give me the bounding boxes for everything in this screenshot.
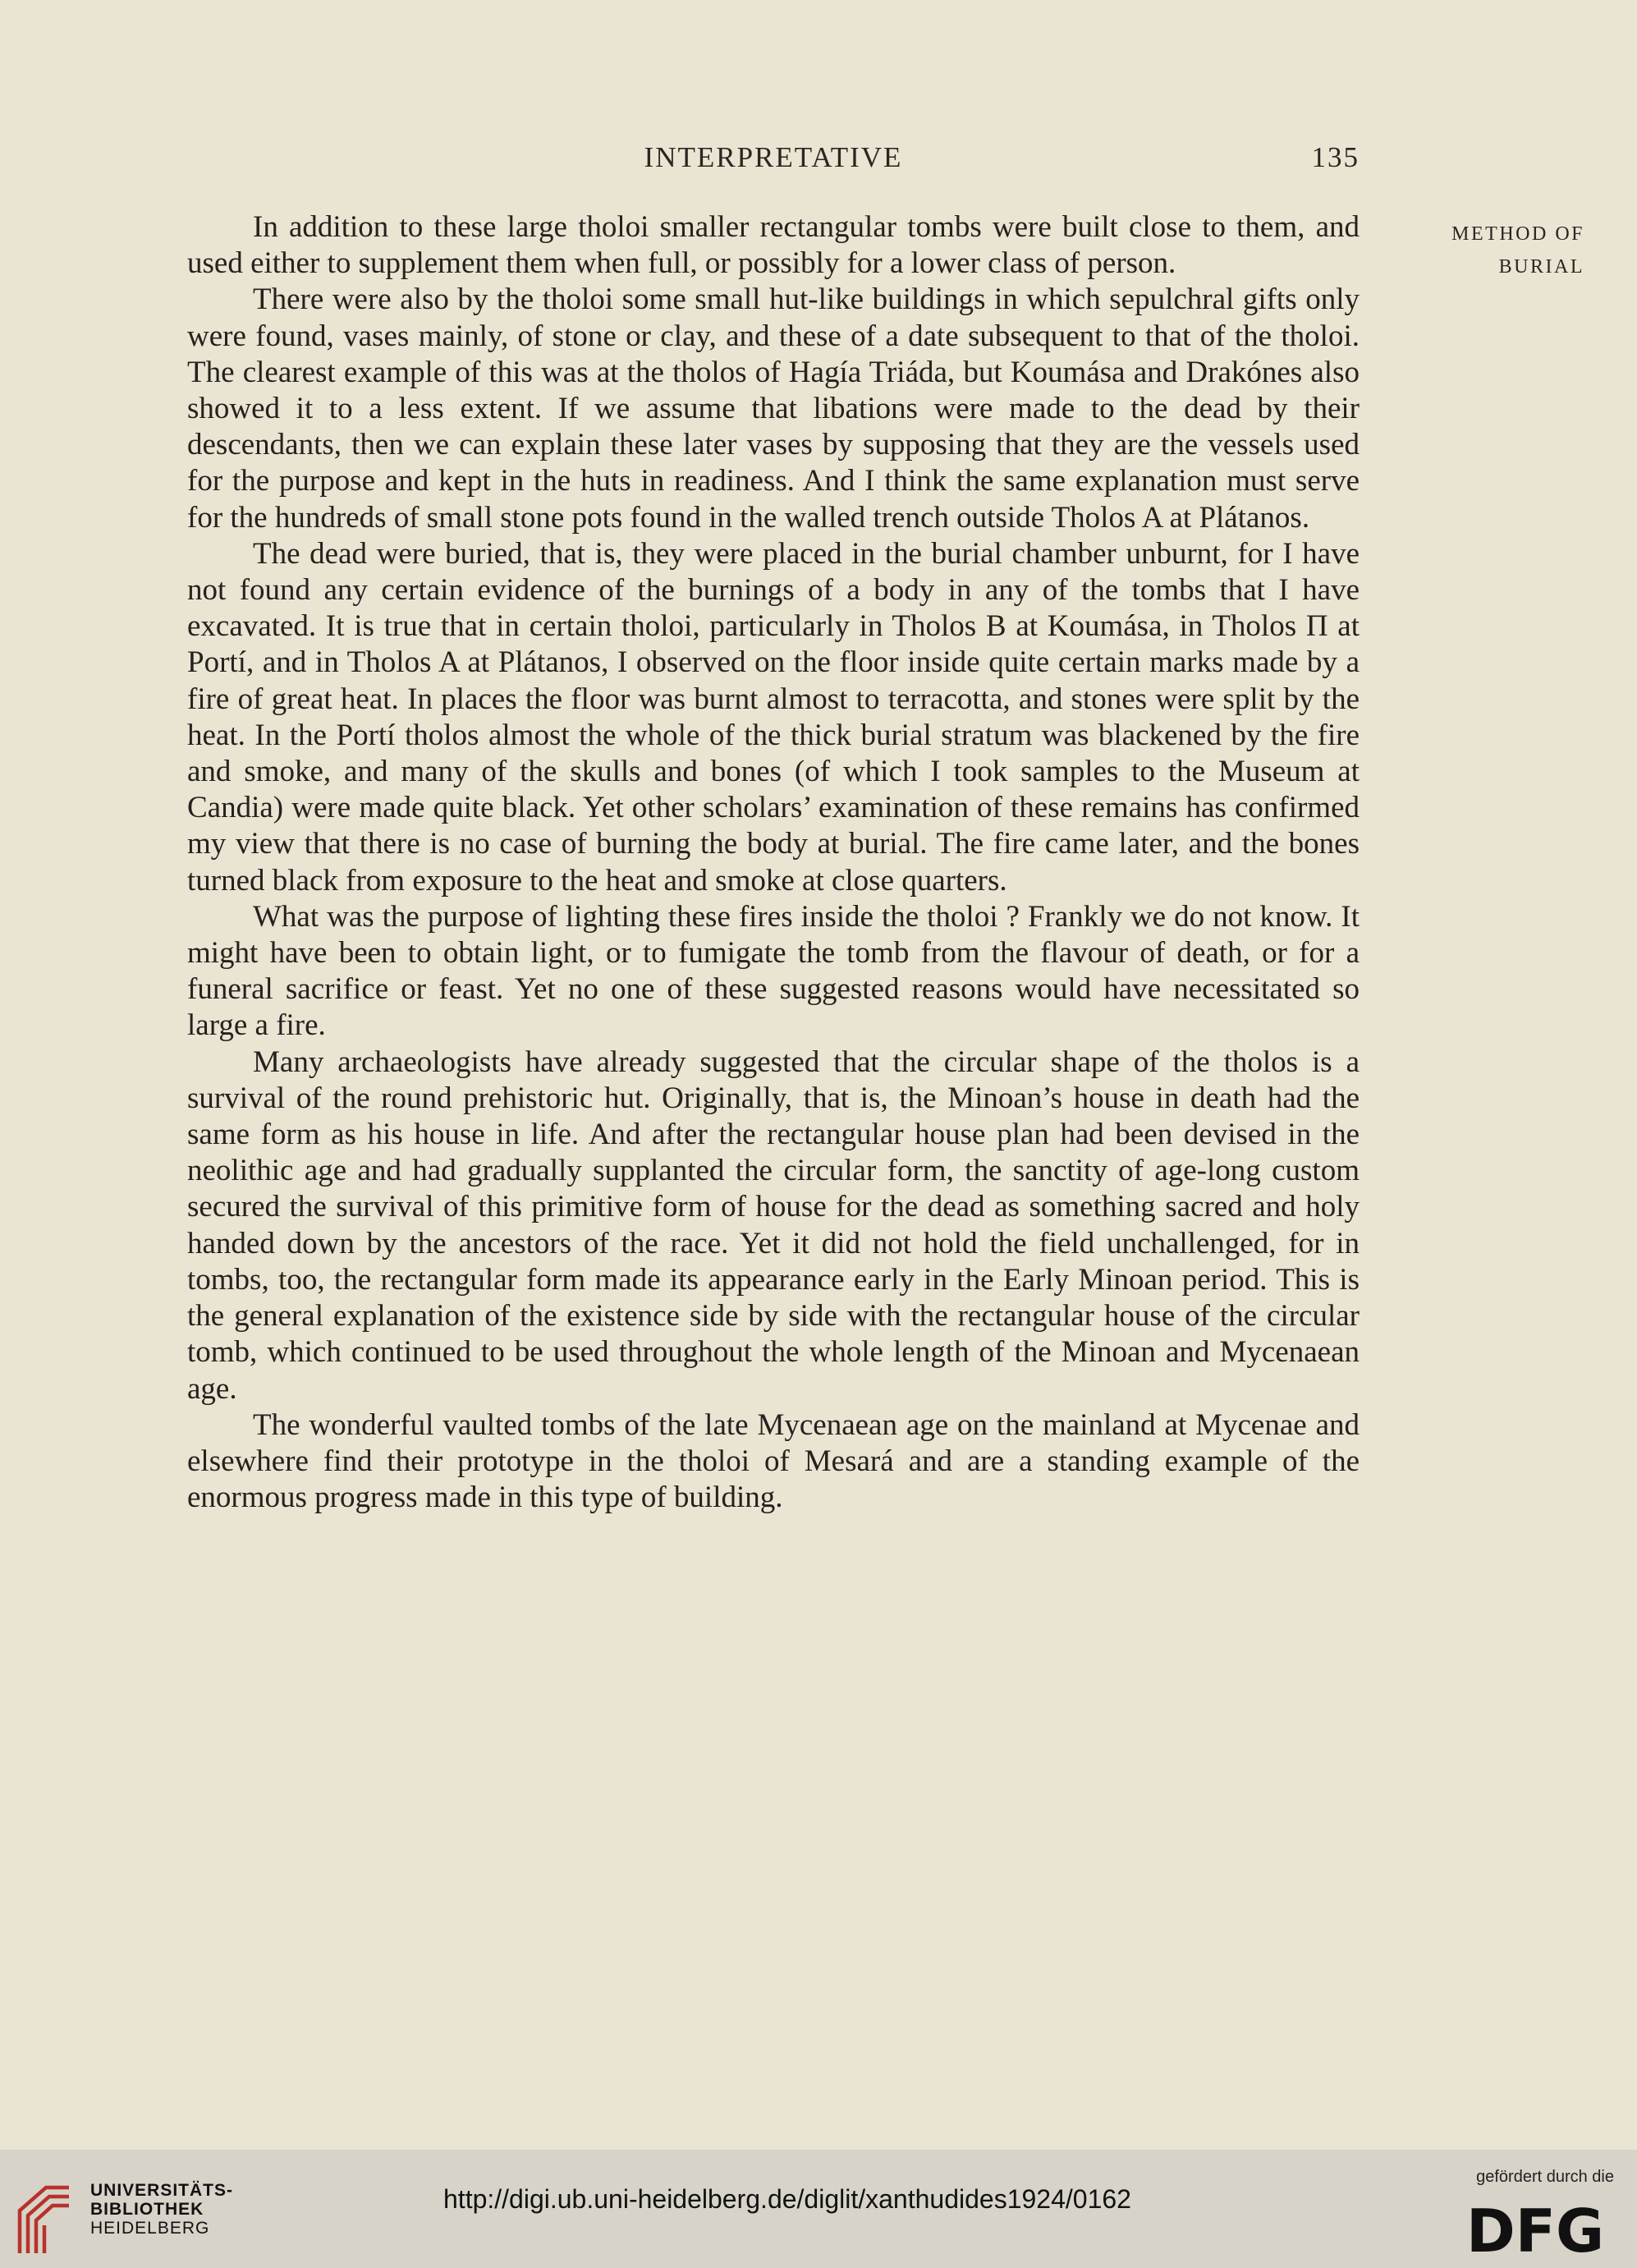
running-head	[187, 141, 1360, 181]
dfg-logo-icon	[1465, 2201, 1614, 2257]
body-text	[187, 209, 1360, 1516]
paragraph: What was the purpose of lighting these fires inside the tholoi ? Frankly we do not know. It might have been to obtain light, or to fumigate the tomb from the flavour of death, or for a funeral sacrifice or feast. Yet no one of these suggested reasons would have necessitated so large a fire.	[187, 899, 1360, 1043]
digitization-footer	[0, 2150, 1637, 2268]
library-line-2: BIBLIOTHEK	[90, 2200, 204, 2219]
svg-text:DFG: DFG	[1466, 2201, 1605, 2257]
library-name	[90, 2181, 233, 2238]
page-number: 135	[1311, 141, 1360, 173]
paragraph: Many archaeologists have already suggested that the circular shape of the tholos is a survival of the round prehistoric hut. Originally, that is, the Minoan’s house in death had the same form as his house in life. And after the rectangular house plan had been devised in the neolithic age and had gradually supplanted the circular form, the sanctity of age-long custom secured the survival of this primitive form of house for the dead as something sacred and holy handed down by the ancestors of the race. Yet it did not hold the field unchallenged, for in tombs, too, the rectangular form made its appearance early in the Early Minoan period. This is the general explanation of the existence side by side with the rectangular house of the circular tomb, which continued to be used throughout the whole length of the Minoan and Mycenaean age.	[187, 1044, 1360, 1406]
funding-note: gefördert durch die	[1476, 2168, 1614, 2186]
paragraph: The wonderful vaulted tombs of the late Mycenaean age on the mainland at Mycenae and elsewhere find their prototype in the tholoi of Mesará and are a standing example of the enormous progress made in this type of building.	[187, 1407, 1360, 1515]
margin-note-line-2: BURIAL	[1498, 256, 1584, 278]
paragraph: The dead were buried, that is, they were placed in the burial chamber unburnt, for I have not found any certain evidence of the burnings of a body in any of the tombs that I have excavated. It is true that in certain tholoi, particularly in Tholos B at Koumása, in Tholos Π at Portí, and in Tholos A at Plátanos, I observed on the floor inside quite certain marks made by a fire of great heat. In places the floor was burnt almost to terracotta, and stones were split by the heat. In the Portí tholos almost the whole of the thick burial stratum was blackened by the fire and smoke, and many of the skulls and bones (of which I took samples to the Museum at Candia) were made quite black. Yet other scholars’ examination of these remains has confirmed my view that there is no case of burning the body at burial. The fire came later, and the bones turned black from exposure to the heat and smoke at close quarters.	[187, 536, 1360, 898]
margin-note	[1387, 218, 1584, 283]
library-line-3: HEIDELBERG	[90, 2219, 210, 2238]
paragraph: In addition to these large tholoi smaller rectangular tombs were built close to them, and used either to supplement them when full, or possibly for a lower class of person.	[187, 210, 1360, 281]
paragraph: There were also by the tholoi some small hut-like buildings in which sepulchral gifts only were found, vases mainly, of stone or clay, and these of a date subsequent to that of the tholoi. The clearest example of this was at the tholos of Hagía Triáda, but Koumása and Drakónes also showed it to a less extent. If we assume that libations were made to the dead by their descendants, then we can explain these later vases by supposing that they are the vessels used for the purpose and kept in the huts in readiness. And I think the same explanation must serve for the hundreds of small stone pots found in the walled trench outside Tholos A at Plátanos.	[187, 282, 1360, 535]
margin-note-line-1: METHOD OF	[1451, 223, 1584, 245]
library-line-1: UNIVERSITÄTS-	[90, 2181, 234, 2200]
ub-heidelberg-logo-icon	[15, 2183, 72, 2255]
page-title: INTERPRETATIVE	[644, 141, 903, 173]
permalink[interactable]: http://digi.ub.uni-heidelberg.de/diglit/xanthudides1924/0162	[443, 2184, 1131, 2214]
